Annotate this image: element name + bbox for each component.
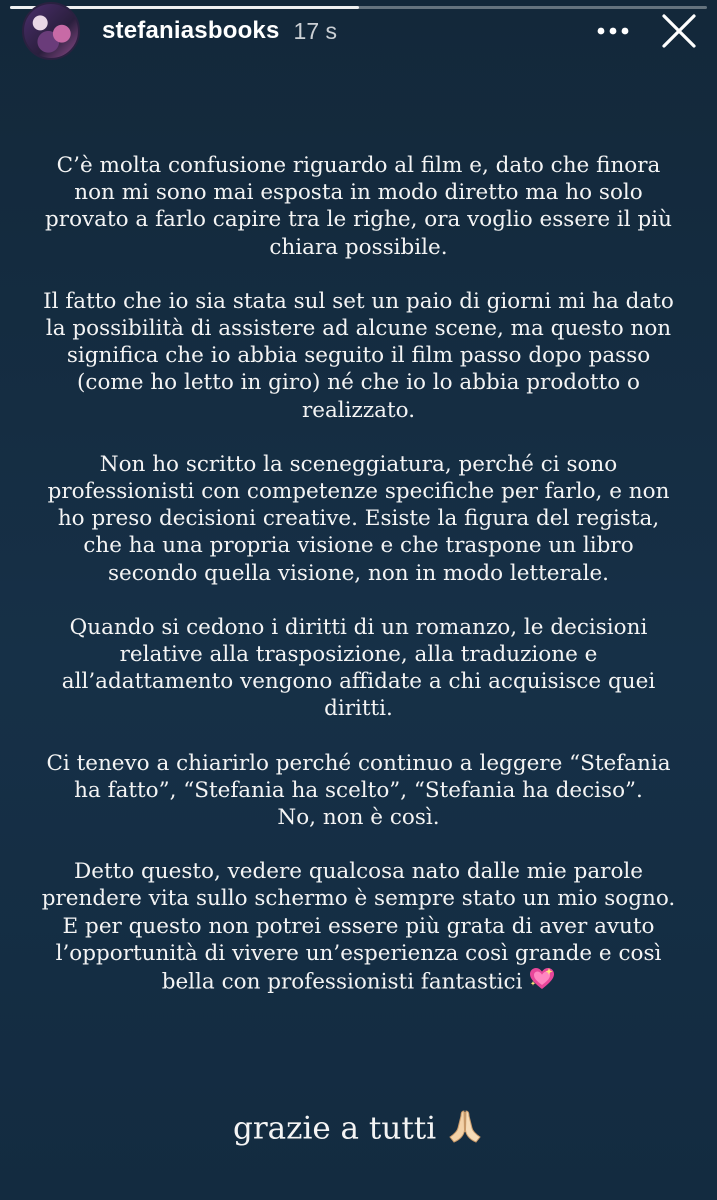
folded-hands-icon [446, 1108, 484, 1152]
paragraph-4: Quando si cedono i diritti di un romanzo, le decisioni relative alla trasposizione, alla traduzione e all’adattamento vengono affidate a chi acquisisce quei diritti. [61, 614, 656, 722]
avatar[interactable] [22, 2, 80, 60]
sparkling-heart-icon [529, 967, 555, 998]
timestamp: 17 s [293, 17, 338, 44]
paragraph-6 [40, 858, 677, 998]
paragraph-6-text: Detto questo, vedere qualcosa nato dalle mie parole prendere vita sullo schermo è sempre stato un mio sogno. E per questo non potrei essere più grata di aver avuto l’opportunità di vivere un’esperienza così grande e così bella con professionisti fantastici [41, 859, 676, 995]
paragraph-1: C’è molta confusione riguardo al film e, dato che finora non mi sono mai esposta in modo diretto ma ho solo provato a farlo capire tra le righe, ora voglio essere il più chiara possibile. [45, 153, 672, 260]
paragraph-5-line: No, non è così. [277, 805, 440, 831]
paragraph-5 [40, 750, 677, 832]
username[interactable]: stefaniasbooks [102, 17, 280, 44]
more-horizontal-icon[interactable] [593, 11, 633, 51]
story-header [22, 2, 699, 60]
paragraph-2: Il fatto che io sia stata sul set un paio di giorni mi ha dato la possibilità di assistere ad alcune scene, ma questo non significa che io abbia seguito il film passo dopo passo (come ho letto in giro) né che io lo abbia prodotto o realizzato. [43, 288, 674, 423]
closing-line [0, 1108, 717, 1152]
closing-text: grazie a tutti [232, 1110, 437, 1147]
paragraph-3: Non ho scritto la sceneggiatura, perché ci sono professionisti con competenze specifiche per farlo, e non ho preso decisioni creative. Esiste la figura del regista, che ha una propria visione e che traspone un libro secondo quella visione, non in modo letterale. [47, 451, 670, 586]
close-icon[interactable] [659, 11, 699, 51]
story-text [40, 152, 677, 1025]
paragraph-5-text: Ci tenevo a chiarirlo perché continuo a leggere “Stefania ha fatto”, “Stefania ha scelto”, “Stefania ha deciso”. [46, 750, 671, 803]
